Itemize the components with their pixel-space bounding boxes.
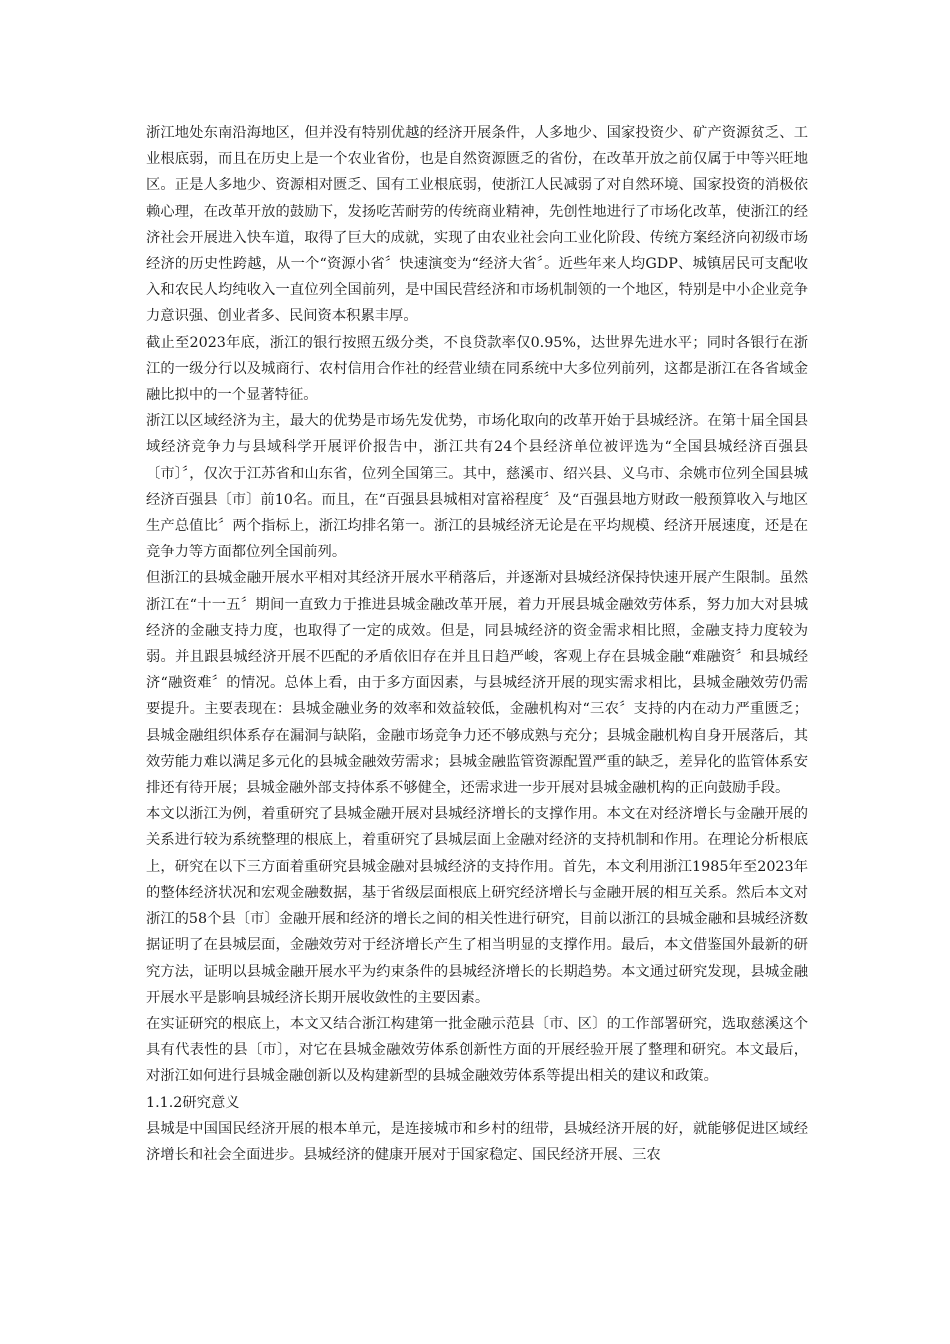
section-heading: 1.1.2研究意义 — [146, 1094, 240, 1111]
paragraph-3: 浙江以区域经济为主，最大的优势是市场先发优势，市场化取向的改革开始于县城经济。在第十届全国县域经济竞争力与县域科学开展评价报告中，浙江共有24个县经济单位被评选为“全国县城经济百强县〔市〕〞，仅次于江苏省和山东省，位列全国第三。其中，慈溪市、绍兴县、义乌市、余姚市位列全国县城经济百强县〔市〕前10名。而且，在“百强县县城相对富裕程度〞及“百强县地方财政一般预算收入与地区生产总值比〞两个指标上，浙江均排名第一。浙江的县城经济无论是在平均规模、经济开展速度，还是在竞争力等方面都位列全国前列。 — [146, 413, 808, 561]
paragraph-6: 在实证研究的根底上，本文又结合浙江构建第一批金融示范县〔市、区〕的工作部署研究，选取慈溪这个具有代表性的县〔市〕，对它在县城金融效劳体系创新性方面的开展经验开展了整理和研究。本文最后，对浙江如何进行县城金融创新以及构建新型的县城金融效劳体系等提出相关的建议和政策。 — [146, 1015, 808, 1085]
paragraph-4: 但浙江的县城金融开展水平相对其经济开展水平稍落后，并逐渐对县城经济保持快速开展产生限制。虽然浙江在“十一五〞期间一直致力于推进县城金融改革开展，着力开展县城金融效劳体系，努力加大对县城经济的金融支持力度，也取得了一定的成效。但是，同县城经济的资金需求相比照，金融支持力度较为弱。并且跟县城经济开展不匹配的矛盾依旧存在并且日趋严峻，客观上存在县城金融“难融资〞和县城经济“融资难〞的情况。总体上看，由于多方面因素，与县城经济开展的现实需求相比，县城金融效劳仍需要提升。主要表现在：县城金融业务的效率和效益较低，金融机构对“三农〞支持的内在动力严重匮乏；县城金融组织体系存在漏洞与缺陷，金融市场竞争力还不够成熟与充分；县城金融机构自身开展落后，其效劳能力难以满足多元化的县城金融效劳需求；县城金融监管资源配置严重的缺乏，差异化的监管体系安排还有待开展；县城金融外部支持体系不够健全，还需求进一步开展对县城金融机构的正向鼓励手段。 — [146, 570, 808, 797]
document-body — [146, 120, 808, 1168]
paragraph-5: 本文以浙江为例，着重研究了县城金融开展对县城经济增长的支撑作用。本文在对经济增长与金融开展的关系进行较为系统整理的根底上，着重研究了县城层面上金融对经济的支持机制和作用。在理论分析根底上，研究在以下三方面着重研究县城金融对县城经济的支持作用。首先，本文利用浙江1985年至2023年的整体经济状况和宏观金融数据，基于省级层面根底上研究经济增长与金融开展的相互关系。然后本文对浙江的58个县〔市〕金融开展和经济的增长之间的相关性进行研究，目前以浙江的县城金融和县城经济数据证明了在县城层面，金融效劳对于经济增长产生了相当明显的支撑作用。最后，本文借鉴国外最新的研究方法，证明以县城金融开展水平为约束条件的县城经济增长的长期趋势。本文通过研究发现，县城金融开展水平是影响县城经济长期开展收敛性的主要因素。 — [146, 806, 808, 1006]
closing-paragraph: 县城是中国国民经济开展的根本单元，是连接城市和乡村的纽带，县城经济开展的好，就能够促进区域经济增长和社会全面进步。县城经济的健康开展对于国家稳定、国民经济开展、三农 — [146, 1120, 808, 1163]
paragraph-2: 截止至2023年底，浙江的银行按照五级分类，不良贷款率仅0.95%，达世界先进水平；同时各银行在浙江的一级分行以及城商行、农村信用合作社的经营业绩在同系统中大多位列前列，这都是浙江在各省域金融比拟中的一个显著特征。 — [146, 334, 808, 404]
paragraph-1: 浙江地处东南沿海地区，但并没有特别优越的经济开展条件，人多地少、国家投资少、矿产资源贫乏、工业根底弱，而且在历史上是一个农业省份，也是自然资源匮乏的省份，在改革开放之前仅属于中等兴旺地区。正是人多地少、资源相对匮乏、国有工业根底弱，使浙江人民减弱了对自然环境、国家投资的消极依赖心理，在改革开放的鼓励下，发扬吃苦耐劳的传统商业精神，先创性地进行了市场化改革，使浙江的经济社会开展进入快车道，取得了巨大的成就，实现了由农业社会向工业化阶段、传统方案经济向初级市场经济的历史性跨越，从一个“资源小省〞快速演变为“经济大省〞。近些年来人均GDP、城镇居民可支配收入和农民人均纯收入一直位列全国前列，是中国民营经济和市场机制领的一个地区，特别是中小企业竞争力意识强、创业者多、民间资本积累丰厚。 — [146, 125, 808, 325]
